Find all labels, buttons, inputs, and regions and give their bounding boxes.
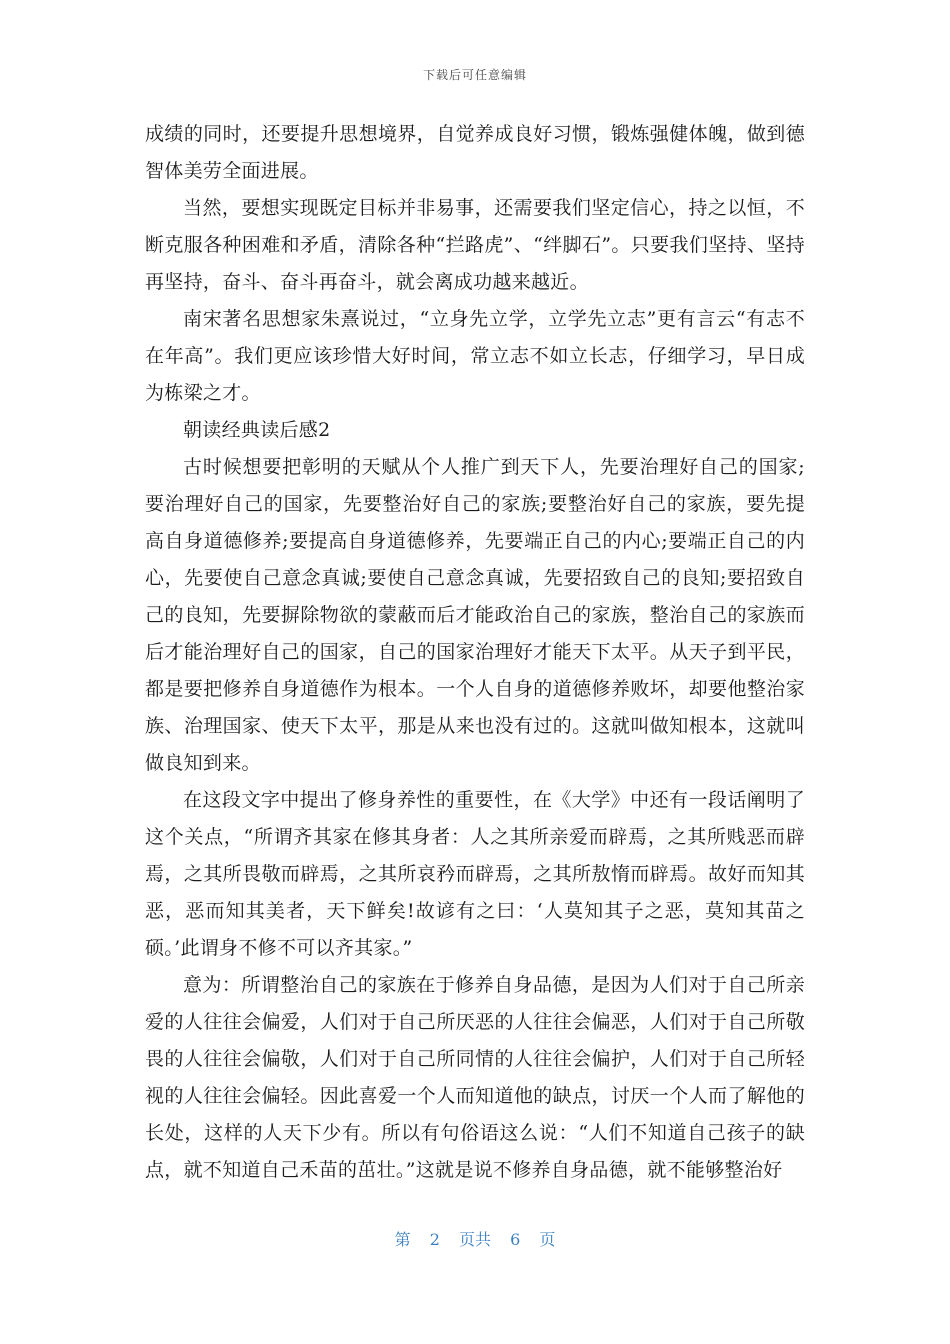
page-number-footer: 第 2 页共 6 页: [394, 1230, 556, 1249]
paragraph: 古时候想要把彰明的天赋从个人推广到天下人，先要治理好自己的国家;要治理好自己的国家，先要整治好自己的家族;要整治好自己的家族，要先提高自身道德修养;要提高自身道德修养，先要端正自己的内心;要端正自己的内心，先要使自己意念真诚;要使自己意念真诚，先要招致自己的良知;要招致自己的良知，先要摒除物欲的蒙蔽而后才能政治自己的家族，整治自己的家族而后才能治理好自己的国家，自己的国家治理好才能天下太平。从天子到平民，都是要把修养自身道德作为根本。一个人自身的道德修养败坏，却要他整治家族、治理国家、使天下太平，那是从来也没有过的。这就叫做知根本，这就叫做良知到来。: [145, 456, 805, 774]
page-header: 下载后可任意编辑: [422, 68, 527, 82]
paragraph: 意为：所谓整治自己的家族在于修养自身品德，是因为人们对于自己所亲爱的人往往会偏爱，人们对于自己所厌恶的人往往会偏恶，人们对于自己所敬畏的人往往会偏敬，人们对于自己所同情的人往往会偏护，人们对于自己所轻视的人往往会偏轻。因此喜爱一个人而知道他的缺点，讨厌一个人而了解他的长处，这样的人天下少有。所以有句俗语这么说：“人们不知道自己孩子的缺点，就不知道自己禾苗的茁壮。”这就是说不修养自身品德，就不能够整治好: [145, 974, 805, 1181]
document-body: [145, 116, 805, 1189]
paragraph: 南宋著名思想家朱熹说过，“立身先立学，立学先立志”更有言云“有志不在年高”。我们更应该珍惜大好时间，常立志不如立长志，仔细学习，早日成为栋梁之才。: [145, 308, 805, 404]
section-heading: 朝读经典读后感2: [183, 419, 331, 441]
paragraph-continuation: 成绩的同时，还要提升思想境界，自觉养成良好习惯，锻炼强健体魄，做到德智体美劳全面进展。: [145, 123, 805, 182]
paragraph: 在这段文字中提出了修身养性的重要性，在《大学》中还有一段话阐明了这个关点，“所谓齐其家在修其身者：人之其所亲爱而辟焉，之其所贱恶而辟焉，之其所畏敬而辟焉，之其所哀矜而辟焉，之其所敖惰而辟焉。故好而知其恶，恶而知其美者，天下鲜矣!故谚有之曰：‘人莫知其子之恶，莫知其苗之硕。’此谓身不修不可以齐其家。”: [145, 789, 805, 959]
paragraph: 当然，要想实现既定目标并非易事，还需要我们坚定信心，持之以恒，不断克服各种困难和矛盾，清除各种“拦路虎”、“绊脚石”。只要我们坚持、坚持再坚持，奋斗、奋斗再奋斗，就会离成功越来越近。: [145, 197, 805, 293]
